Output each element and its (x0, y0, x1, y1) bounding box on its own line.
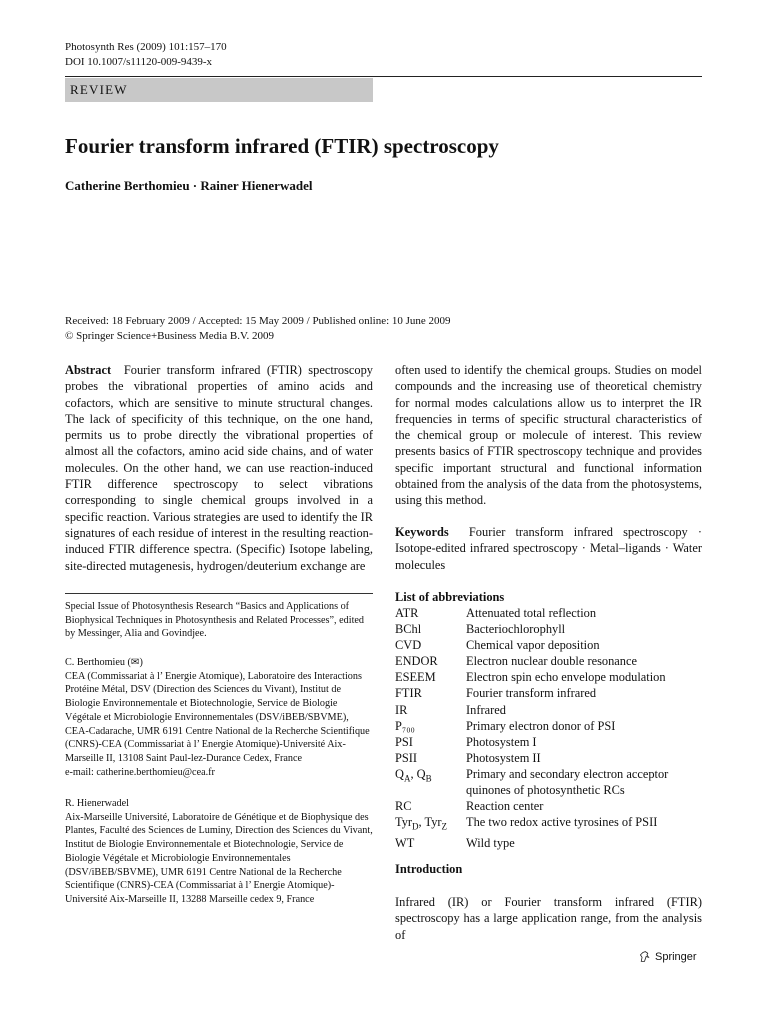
abbreviation-term: BChl (395, 622, 422, 637)
abbreviation-definition: Electron spin echo envelope modulation (466, 670, 666, 685)
abbreviation-definition: Infrared (466, 702, 506, 717)
publication-dates (65, 314, 451, 344)
abbreviation-definition: Chemical vapor deposition (466, 638, 600, 653)
abbreviation-row (395, 798, 702, 814)
footnote-separator (65, 593, 373, 594)
authors: Catherine Berthomieu · Rainer Hienerwadel (65, 178, 313, 193)
publisher-name: Springer (655, 950, 697, 963)
springer-horse-icon (638, 950, 651, 963)
header-rule (65, 76, 702, 77)
abbreviation-definition: Photosystem II (466, 750, 541, 765)
keywords (395, 524, 702, 573)
author-name-2: R. Hienerwadel (65, 798, 129, 809)
abbreviation-row (395, 702, 702, 718)
abbreviation-definition: Primary electron donor of PSI (466, 718, 616, 733)
abbreviation-term: Tyr$_D$, Tyr$_Z$ (395, 815, 448, 832)
abbreviation-row (395, 835, 702, 851)
section-label: REVIEW (65, 78, 373, 102)
affiliation-hienerwadel (65, 797, 373, 907)
abbreviation-definition: Primary and secondary electron acceptor quinones of photosynthetic RCs (466, 766, 669, 798)
abbreviation-definition: Electron nuclear double resonance (466, 654, 637, 669)
abbreviation-term: FTIR (395, 686, 422, 701)
introduction-text: Infrared (IR) or Fourier transform infrared (FTIR) spectroscopy has a large application range, from the analysis of (395, 895, 702, 942)
abbreviation-term: CVD (395, 638, 422, 653)
affiliation-text-2: Aix-Marseille Université, Laboratoire de Génétique et de Biophysique des Plantes, Faculté des Sciences de Luminy, Direction des Sciences du Vivant, Institut de Biologie Environnementale et Biotechnologie, Service de Biologie Végétale et Microbiologie Environnementales (DSV/iBEB/SBVME), UMR 6191 Centre National de la Recherche Scientifique (CNRS)-CEA (Commissariat à l’ Energie Atomique)-Université Aix-Marseille II, 13288 Marseille cedex 9, France (65, 811, 373, 905)
abbreviation-term: P₇₀₀ (395, 718, 415, 733)
abbreviation-definition: Bacteriochlorophyll (466, 622, 566, 637)
doi: DOI 10.1007/s11120-009-9439-x (65, 56, 213, 68)
article-title: Fourier transform infrared (FTIR) spectroscopy (65, 134, 499, 158)
abbreviation-term: $Q_A$, $Q_B$ (395, 766, 432, 784)
abstract-text-left: Fourier transform infrared (FTIR) spectroscopy probes the vibrational properties of amino acids and cofactors, which are sensitive to minute structural changes. The lack of specificity of this technique, on the one hand, permits us to probe directly the vibrational properties of almost all the cofactors, amino acid side chains, and of water molecules. On the other hand, we can use reaction-induced FTIR difference spectroscopy to select vibrations corresponding to single chemical groups involved in a specific reaction. Various strategies are used to identify the IR signatures of each residue of interest in the resulting reaction-induced FTIR difference spectra. (Specific) Isotope labeling, site-directed mutagenesis, hydrogen/deuterium exchange are (65, 363, 373, 573)
abbreviation-row (395, 766, 702, 798)
affiliation-text-1: CEA (Commissariat à l’ Energie Atomique), Laboratoire des Interactions Protéine Métal, DSV (Direction des Sciences du Vivant), Institut de Biologie Environnementale et Biotechnologie, Service de Biologie Végétale et Microbiologie Environnementales (DSV/iBEB/SBVME), CEA-Cadarache, UMR 6191 Centre National de la Recherche Scientifique (CNRS)-CEA (Commissariat à l’ Energie Atomique)-Université Aix-Marseille II, 13108 Saint Paul-lez-Durance Cedex, France (65, 670, 370, 764)
affiliation-berthomieu (65, 656, 373, 779)
abbreviation-definition: Photosystem I (466, 734, 537, 749)
abbreviation-definition: Attenuated total reflection (466, 606, 597, 620)
introduction-heading: Introduction (395, 862, 463, 876)
abbreviation-definition: The two redox active tyrosines of PSII (466, 815, 658, 830)
abbreviation-rows (395, 605, 702, 851)
abbreviation-row (395, 814, 702, 835)
abbreviation-definition: Reaction center (466, 799, 544, 814)
abbreviation-row (395, 621, 702, 637)
abbreviations-title: List of abbreviations (395, 590, 505, 604)
abbreviation-term: IR (395, 702, 408, 717)
abbreviation-term: PSII (395, 750, 418, 765)
keywords-text: Fourier transform infrared spectroscopy · Isotope-edited infrared spectroscopy · Metal–ligands · Water molecules (395, 525, 702, 572)
journal-citation: Photosynth Res (2009) 101:157–170 (65, 41, 227, 53)
dates-line: Received: 18 February 2009 / Accepted: 15 May 2009 / Published online: 10 June 2009 (65, 315, 451, 327)
abbreviation-definition: Wild type (466, 835, 515, 850)
abbreviation-term: ENDOR (395, 654, 438, 669)
abbreviation-term: ESEEM (395, 670, 436, 685)
abbreviation-row (395, 669, 702, 685)
abbreviation-row (395, 734, 702, 750)
author-name-1: C. Berthomieu (✉) (65, 657, 143, 668)
abbreviation-row (395, 718, 702, 734)
footnote: Special Issue of Photosynthesis Research “Basics and Applications of Biophysical Techniques in Photosynthesis and Related Processes”, edited by Messinger, Alia and Govindjee. (65, 601, 365, 640)
abbreviation-definition: Fourier transform infrared (466, 686, 597, 701)
abbreviation-row (395, 653, 702, 669)
abbreviation-term: PSI (395, 734, 413, 749)
publisher-logo (638, 950, 697, 963)
abbreviation-row (395, 685, 702, 701)
abbreviations-list (395, 590, 702, 851)
copyright-line: © Springer Science+Business Media B.V. 2009 (65, 330, 274, 342)
abstract-left (65, 362, 373, 574)
abbreviation-term: WT (395, 835, 415, 850)
abbreviation-term: ATR (395, 606, 419, 620)
abbreviation-row (395, 637, 702, 653)
abstract-right: often used to identify the chemical groups. Studies on model compounds and the increasing use of theoretical chemistry for normal modes calculations allow us to interpret the IR frequencies in terms of specific structural characteristics of the chemical group or molecule of interest. This review presents basics of FTIR spectroscopy technique and provides specific important structural and functional information obtained from the analysis of the data from the photosystems, using this method. (395, 363, 702, 508)
abstract-label: Abstract (65, 363, 112, 377)
journal-header (65, 40, 227, 70)
abbreviation-row (395, 750, 702, 766)
keywords-label: Keywords (395, 525, 449, 539)
abbreviation-row (395, 605, 702, 621)
email[interactable]: e-mail: catherine.berthomieu@cea.fr (65, 766, 215, 778)
abbreviation-term: RC (395, 799, 412, 814)
